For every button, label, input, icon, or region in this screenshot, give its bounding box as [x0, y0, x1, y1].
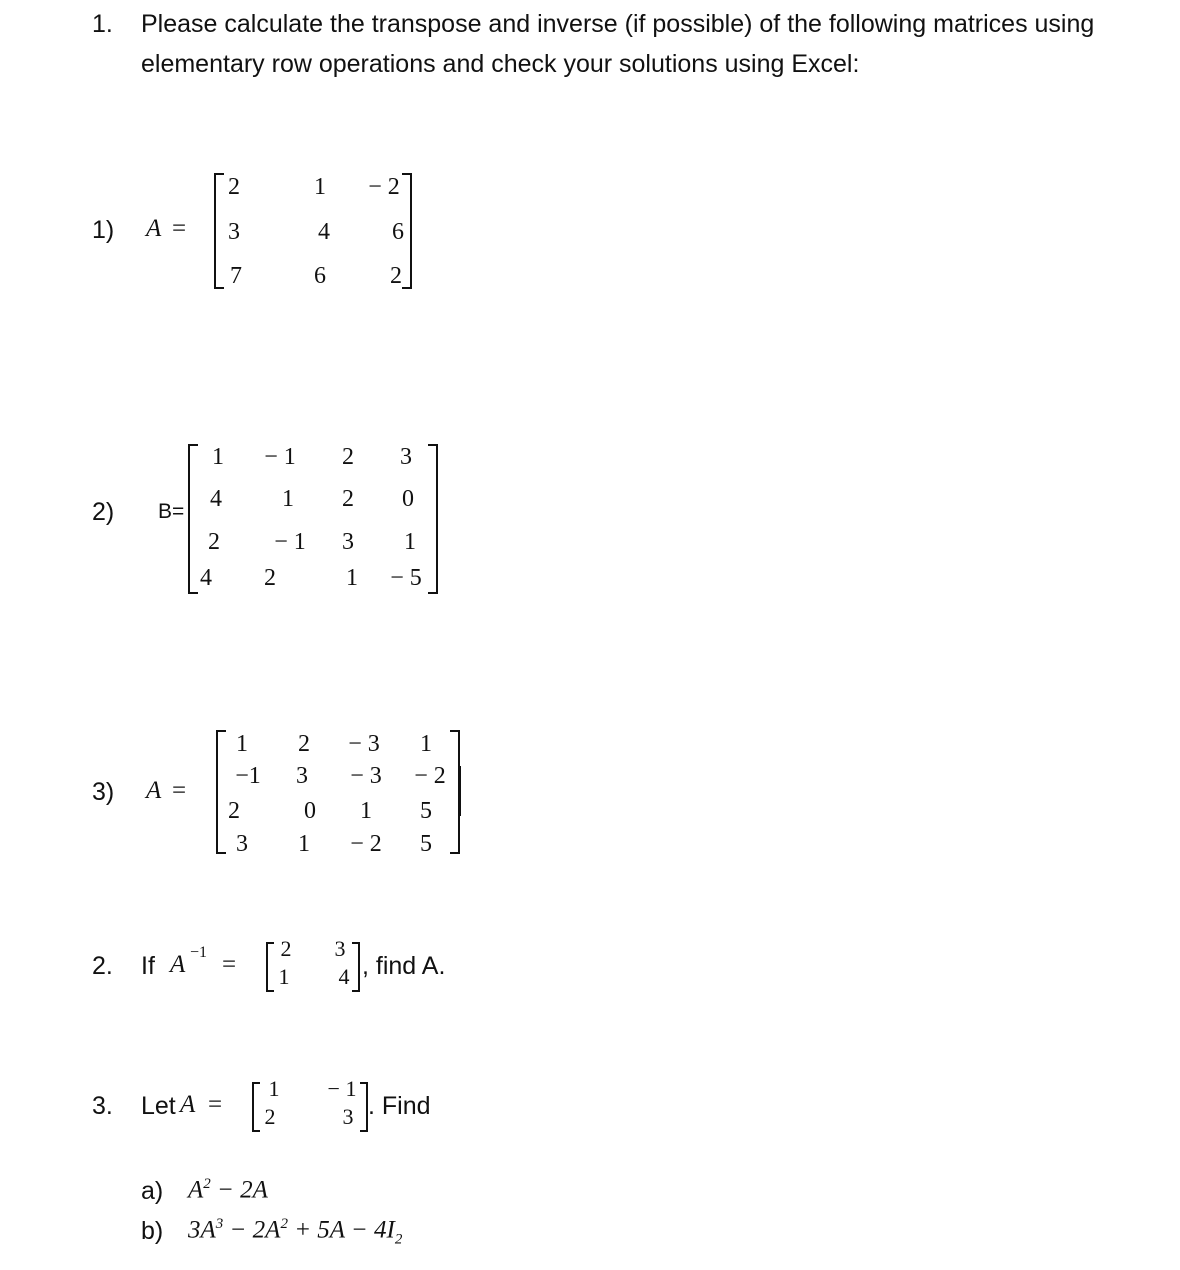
- matrix-cell: − 2: [368, 174, 400, 200]
- matrix-cell: 2: [298, 731, 310, 757]
- matrix-cell: 2: [390, 263, 402, 289]
- matrix-cell: 3: [342, 1104, 354, 1129]
- matrix-cell: 3: [334, 936, 346, 961]
- matrix-cell: 1: [420, 731, 432, 757]
- problem-3-variable: A: [180, 1091, 196, 1118]
- problem-3-equals: =: [208, 1091, 223, 1118]
- matrix-cell: − 1: [327, 1076, 357, 1101]
- matrix-cell: 1: [360, 798, 372, 824]
- matrix-cell: 2: [342, 486, 354, 512]
- expr-rest: − 2A: [210, 1176, 268, 1204]
- matrix-cell: 5: [420, 798, 432, 824]
- expr-term: 3A: [188, 1216, 216, 1244]
- matrix-cell: 0: [304, 798, 316, 824]
- matrix-cell: 4: [338, 964, 350, 989]
- problem-2-superscript: −1: [190, 944, 208, 961]
- problem-2-suffix: , find A.: [362, 952, 446, 980]
- matrix-cell: 1: [298, 831, 310, 857]
- matrix-cell: −1: [235, 763, 261, 789]
- matrix-cell: 6: [314, 263, 326, 289]
- problem-3-number: 3.: [92, 1092, 113, 1120]
- expr-rest: + 5A − 4I: [287, 1216, 395, 1244]
- part-2-label: 2): [92, 498, 115, 526]
- matrix-cell: 1: [282, 486, 294, 512]
- matrix-cell: 3: [296, 763, 308, 789]
- problem-2-variable: A: [170, 951, 186, 978]
- matrix-cell: 1: [404, 529, 416, 555]
- matrix-cell: − 3: [348, 731, 380, 757]
- expr-term: A: [188, 1176, 204, 1204]
- part-3-right-bracket: [450, 730, 460, 854]
- matrix-cell: 1: [278, 964, 290, 989]
- matrix-cell: 5: [420, 831, 432, 857]
- expr-exponent: 2: [203, 1176, 211, 1192]
- matrix-cell: 2: [228, 174, 240, 200]
- matrix-cell: − 1: [264, 444, 296, 470]
- matrix-cell: 1: [346, 565, 358, 591]
- matrix-cell: − 2: [414, 763, 446, 789]
- matrix-cell: 2: [228, 798, 240, 824]
- part-1-equals: =: [172, 215, 187, 242]
- part-3-variable: A: [146, 777, 162, 804]
- item-expression: [188, 1176, 268, 1204]
- expr-subscript: 2: [394, 1231, 403, 1248]
- problem-1-text-line2: elementary row operations and check your solutions using Excel:: [141, 50, 860, 78]
- problem-2-equals: =: [222, 951, 237, 978]
- part-1-variable: A: [146, 215, 162, 242]
- part-3-equals: =: [172, 777, 187, 804]
- problem-2-prefix: If: [141, 952, 155, 980]
- matrix-cell: − 3: [350, 763, 382, 789]
- expr-exponent: 2: [280, 1216, 288, 1232]
- item-label: a): [141, 1177, 164, 1205]
- expr-middle: − 2A: [223, 1216, 281, 1244]
- cursor-line: [460, 766, 461, 816]
- matrix-cell: 1: [268, 1076, 280, 1101]
- matrix-cell: 1: [314, 174, 326, 200]
- problem-1-number: 1.: [92, 10, 113, 38]
- matrix-cell: 3: [236, 831, 248, 857]
- matrix-cell: − 5: [390, 565, 422, 591]
- problem-2-number: 2.: [92, 952, 113, 980]
- expr-exponent: 3: [215, 1216, 224, 1232]
- matrix-cell: 3: [342, 529, 354, 555]
- matrix-cell: 7: [230, 263, 242, 289]
- problem-1-text-line1: Please calculate the transpose and inverse (if possible) of the following matrices using: [141, 10, 1095, 38]
- matrix-cell: − 2: [350, 831, 382, 857]
- matrix-cell: 1: [212, 444, 224, 470]
- part-2-variable: B=: [158, 500, 185, 523]
- matrix-cell: 3: [400, 444, 412, 470]
- item-expression: [188, 1216, 402, 1248]
- matrix-cell: 1: [236, 731, 248, 757]
- matrix-cell: 4: [318, 219, 330, 245]
- problem-3-suffix: . Find: [368, 1092, 431, 1120]
- matrix-cell: 3: [228, 219, 240, 245]
- matrix-cell: 2: [208, 529, 220, 555]
- matrix-cell: 6: [392, 219, 404, 245]
- problem-3-prefix: Let: [141, 1092, 176, 1120]
- part-1-label: 1): [92, 216, 115, 244]
- matrix-cell: − 1: [274, 529, 306, 555]
- matrix-cell: 2: [280, 936, 292, 961]
- matrix-cell: 2: [264, 1104, 276, 1129]
- part-3-label: 3): [92, 778, 115, 806]
- matrix-cell: 4: [200, 565, 212, 591]
- part-2-right-bracket: [428, 444, 438, 594]
- item-label: b): [141, 1217, 164, 1245]
- matrix-cell: 2: [342, 444, 354, 470]
- matrix-cell: 2: [264, 565, 276, 591]
- matrix-cell: 0: [402, 486, 414, 512]
- matrix-cell: 4: [210, 486, 222, 512]
